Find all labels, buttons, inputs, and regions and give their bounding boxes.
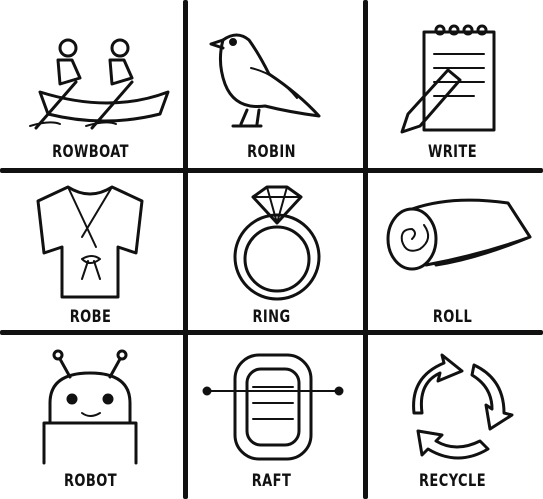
recycle-icon — [362, 343, 543, 473]
rowboat-icon — [0, 8, 181, 138]
card-robot — [0, 335, 181, 499]
robe-icon — [0, 175, 181, 305]
roll-icon — [362, 179, 543, 309]
card-write — [362, 0, 543, 168]
ring-icon — [181, 175, 362, 305]
card-roll — [362, 173, 543, 330]
card-label: ROBE — [69, 307, 112, 327]
card-label: ROWBOAT — [52, 142, 129, 162]
card-robin — [181, 0, 362, 168]
card-label: RING — [252, 307, 291, 327]
card-rowboat — [0, 0, 181, 168]
card-label: ROBOT — [63, 471, 118, 491]
card-robe — [0, 173, 181, 330]
card-label: RAFT — [251, 471, 292, 491]
raft-icon — [181, 343, 362, 473]
card-label: WRITE — [427, 142, 478, 162]
card-label: RECYCLE — [418, 471, 487, 491]
card-raft — [181, 335, 362, 499]
card-label: ROLL — [432, 307, 473, 327]
robot-icon — [0, 343, 181, 473]
card-label: ROBIN — [247, 142, 296, 162]
write-icon — [362, 10, 543, 140]
card-ring — [181, 173, 362, 330]
card-recycle — [362, 335, 543, 499]
robin-icon — [181, 12, 362, 142]
